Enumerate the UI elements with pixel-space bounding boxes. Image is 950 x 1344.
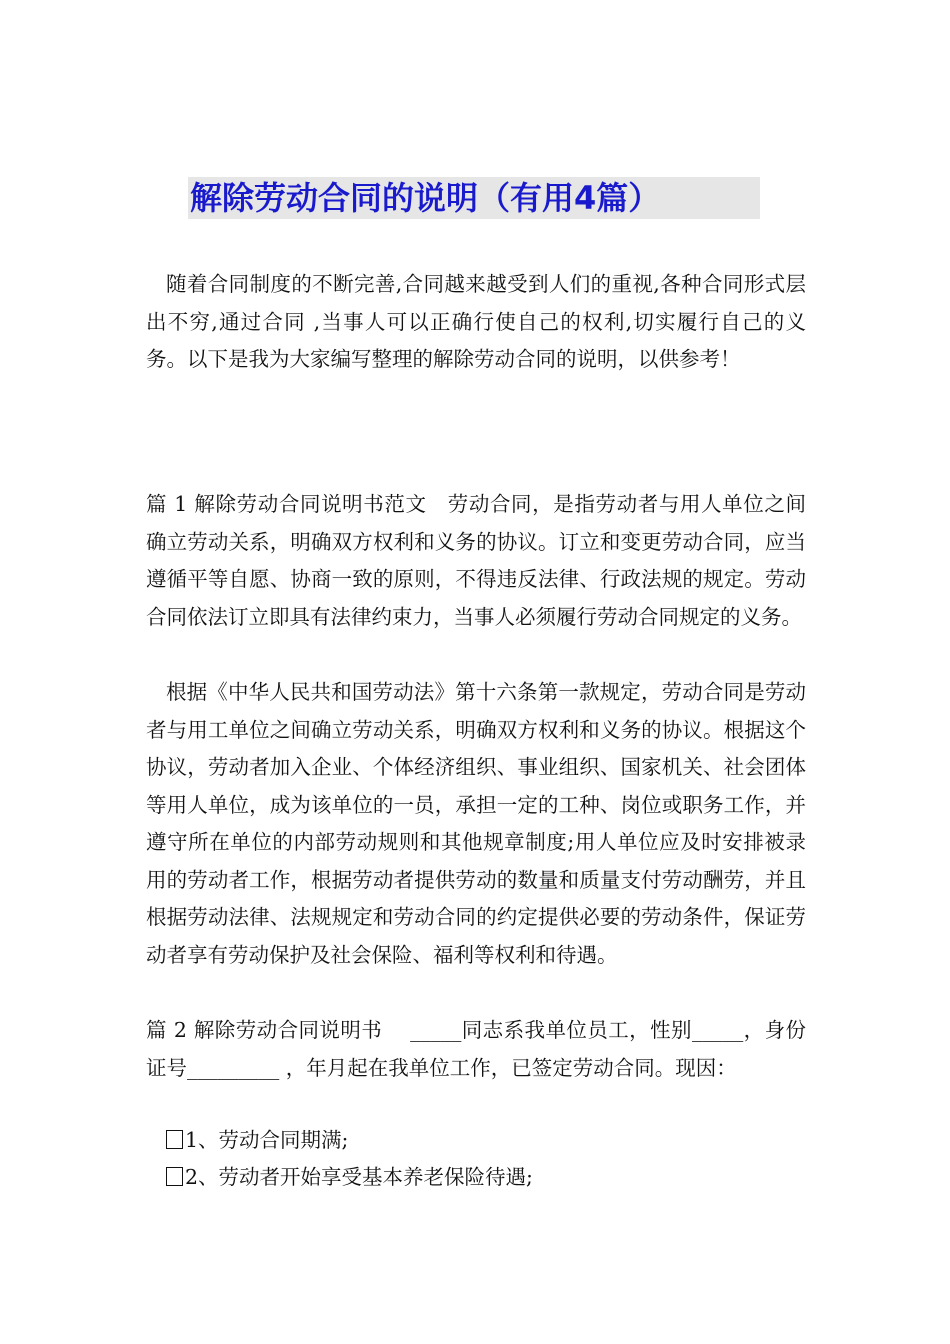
section1-paragraph-2: 根据《中华人民共和国劳动法》第十六条第一款规定，劳动合同是劳动者与用工单位之间确立劳动关系，明确双方权利和义务的协议。根据这个协议，劳动者加入企业、个体经济组织、事业组织、国家机关、社会团体等用人单位，成为该单位的一员，承担一定的工种、岗位或职务工作，并遵守所在单位的内部劳动规则和其他规章制度;用人单位应及时安排被录用的劳动者工作，根据劳动者提供劳动的数量和质量支付劳动酬劳，并且根据劳动法律、法规规定和劳动合同的约定提供必要的劳动条件，保证劳动者享有劳动保护及社会保险、福利等权利和待遇。	[146, 680, 806, 967]
intro-paragraph: 随着合同制度的不断完善,合同越来越受到人们的重视,各种合同形式层出不穷,通过合同 ,当事人可以正确行使自己的权利,切实履行自己的义务。以下是我为大家编写整理的解除劳动合同的说明，以供参考！	[146, 272, 806, 371]
section1-paragraph-1: 篇 1 解除劳动合同说明书范文 劳动合同，是指劳动者与用人单位之间确立劳动关系，明确双方权利和义务的协议。订立和变更劳动合同，应当遵循平等自愿、协商一致的原则，不得违反法律、行政法规的规定。劳动合同依法订立即具有法律约束力，当事人必须履行劳动合同规定的义务。	[146, 492, 806, 629]
checkbox-icon	[166, 1130, 183, 1149]
document-title: 解除劳动合同的说明（有用4篇）	[190, 179, 661, 217]
checkbox-item	[166, 1122, 348, 1160]
section2-paragraph-1: 篇 2 解除劳动合同说明书 _____同志系我单位员工，性别_____，身份证号_________ ，年月起在我单位工作，已签定劳动合同。现因：	[146, 1018, 806, 1080]
checkbox-icon	[166, 1167, 183, 1186]
checkbox-item-label: 1、劳动合同期满;	[185, 1128, 349, 1152]
checkbox-item	[166, 1159, 533, 1197]
checkbox-item-label: 2、劳动者开始享受基本养老保险待遇;	[185, 1165, 533, 1189]
